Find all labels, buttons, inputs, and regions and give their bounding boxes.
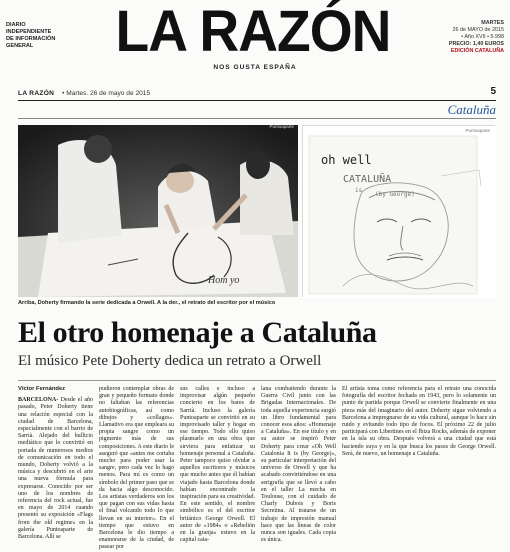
edition-region: EDICIÓN CATALUÑA bbox=[450, 48, 504, 54]
column-text: Desde el año pasado, Peter Doherty tiene una relación especial con la ciudad de Barcelona, especialmente con el barrio de Sarrià. Alejado del bullicio mediático que lo convirtió en portada de numerosos medios de comunicación en todo el mundo, Doherty volvió a la música y descubrió en el arte una nueva fórmula para expresarse. Conocido por ser uno de los nombres de referencia del rock actual, fue en mayo de 2014 cuando presentó su exposición «Flags from the old regime» en la galería Puntoaparte de Barcelona. Allí se bbox=[18, 397, 93, 541]
folio-date: • Martes. 26 de mayo de 2015 bbox=[62, 90, 151, 97]
portrait-text-oh-well: oh well bbox=[321, 153, 372, 167]
photo-doherty-signing-image bbox=[18, 125, 298, 297]
photo-doherty-signing bbox=[18, 125, 298, 297]
edition-price: PRECIO: 1,40 EUROS bbox=[448, 41, 504, 47]
photo-credit-left: Puntoaparte bbox=[269, 124, 294, 129]
article-byline: Víctor Fernández bbox=[18, 386, 66, 392]
column-text: lana combatiendo durante la Guerra Civil junto con las Brigadas Internacionales. De toda aquella experiencia surgió un libro fundamental para conocer esos años: «Homenaje a Cataluña». En ese título y en su autor se inspiró Peter Doherty para crear «Oh Well Catalonia It is (by George)», su particular interpretación del universo de Orwell y que ha acabado convirtiéndose en una serigrafía que se llevó a cabo en el taller La mecha en Toulouse, con el cuidado de Charly Dubois y Boris Secretina. Al tratarse de un trabajo de impresión manual hace que las líneas de color nunca son iguales. Cada copia es única. bbox=[261, 386, 336, 544]
photo-credit-right: Puntoaparte bbox=[465, 128, 490, 133]
banner-scribble: Hom yo bbox=[208, 275, 240, 286]
article-column-4 bbox=[261, 386, 336, 544]
photo-caption bbox=[18, 300, 496, 307]
newspaper-logo: LA RAZÓN bbox=[115, 0, 391, 64]
section-title: Cataluña bbox=[447, 102, 496, 117]
masthead-description bbox=[6, 22, 64, 50]
folio-brand: LA RAZÓN bbox=[18, 90, 55, 97]
column-text: El artista toma como referencia para el retrato una conocida fotografía del escritor fechada en 1943, pero lo solamente un punto de partida porque Orwell se convierte finalmente en una pieza más del imaginario del autor. Doherty sigue volviendo a Barcelona a impregnarse de su vida cultural, aunque lo hace sin ruido y evitando todo tipo de focos. El próximo 22 de julio participará con Libertines en el Ibiza Rocks, además de exponer en la isla su obra. Después volverá a una ciudad que está haciendo suya y en la que busca los pasos de George Orwell. Será, de nuevo, un homenaje a Cataluña. bbox=[342, 386, 496, 457]
article-column-2 bbox=[99, 386, 174, 551]
headline-rule bbox=[18, 380, 496, 381]
column-text: pudieron contemplar obras de gran y pequeño formato donde no faltaban las referencias autobiográficas, así como dibujos y «collages». Llamativo era que empleara su propia sangre como un pigmento más de sus composiciones. A este diario le aseguró que «antes me cortaba mucho para poder usar la sangre, pero cada vez lo hago menos. Para mí es como un símbolo del primer paso que se da hacia algo desconocido. Los artistas verdaderos son los que pagan con sus vidas hasta el final volcando todo lo que llevan en su interior». En el tiempo que estuvo en Barcelona le dio tiempo a enamorarse de la ciudad, de pasear por bbox=[99, 386, 174, 551]
article-subhead: El músico Pete Doherty dedica un retrato a Orwell bbox=[18, 353, 322, 369]
article-column-1 bbox=[18, 386, 93, 541]
masthead-description-line: INDEPENDIENTE bbox=[6, 29, 52, 35]
page-folio bbox=[18, 88, 496, 100]
article-column-5 bbox=[342, 386, 496, 538]
photo-orwell-portrait bbox=[302, 125, 495, 297]
dateline: BARCELONA- bbox=[18, 397, 59, 404]
article-column-3 bbox=[180, 386, 255, 544]
caption-text: Arriba, Doherty firmando la serie dedicada a Orwell. A la der., el retrato del escritor por el músico bbox=[18, 300, 276, 306]
masthead-description-line: DIARIO bbox=[6, 22, 26, 28]
article-headline: El otro homenaje a Cataluña bbox=[18, 316, 377, 349]
page-number: 5 bbox=[490, 86, 496, 97]
section-rule bbox=[18, 118, 496, 119]
masthead-description-line: GENERAL bbox=[6, 43, 34, 49]
portrait-text-cataluna: CATALUÑA bbox=[343, 174, 392, 185]
folio-rule bbox=[18, 100, 496, 101]
orwell-portrait-image bbox=[303, 126, 496, 298]
portrait-text-is: is bbox=[355, 187, 363, 194]
portrait-text-by-george: (by George) bbox=[375, 191, 415, 198]
column-text: sus calles e incluso a improvisar algún pequeño concierto en los bares de Sarrià. Incluso la galería Puntoaparte se convirtió en su improvisado taller y hogar en ese tiempo. Todo ello quiso plasmarlo en una obra que sirviera para enfatizar su homenaje personal a Cataluña. Peter tampoco quiso olvidar a aquellos escritores y músicos que mucho antes que él habían viajado hasta Barcelona donde habían encontrado la inspiración para su creatividad. En este sentido, el nombre simbólico es el del escritor británico George Orwell. El autor de «1984» o «Rebelión en la granja» estuvo en la capital cata- bbox=[180, 386, 255, 544]
edition-number: • Año XVII • 5.998 bbox=[461, 34, 504, 40]
edition-info bbox=[424, 20, 504, 55]
masthead-description-line: DE INFORMACIÓN bbox=[6, 36, 56, 42]
masthead bbox=[0, 0, 510, 82]
edition-date: 26 de MAYO de 2015 bbox=[452, 27, 504, 33]
edition-day: MARTES bbox=[481, 20, 504, 26]
newspaper-tagline: NOS GUSTA ESPAÑA bbox=[213, 64, 297, 71]
